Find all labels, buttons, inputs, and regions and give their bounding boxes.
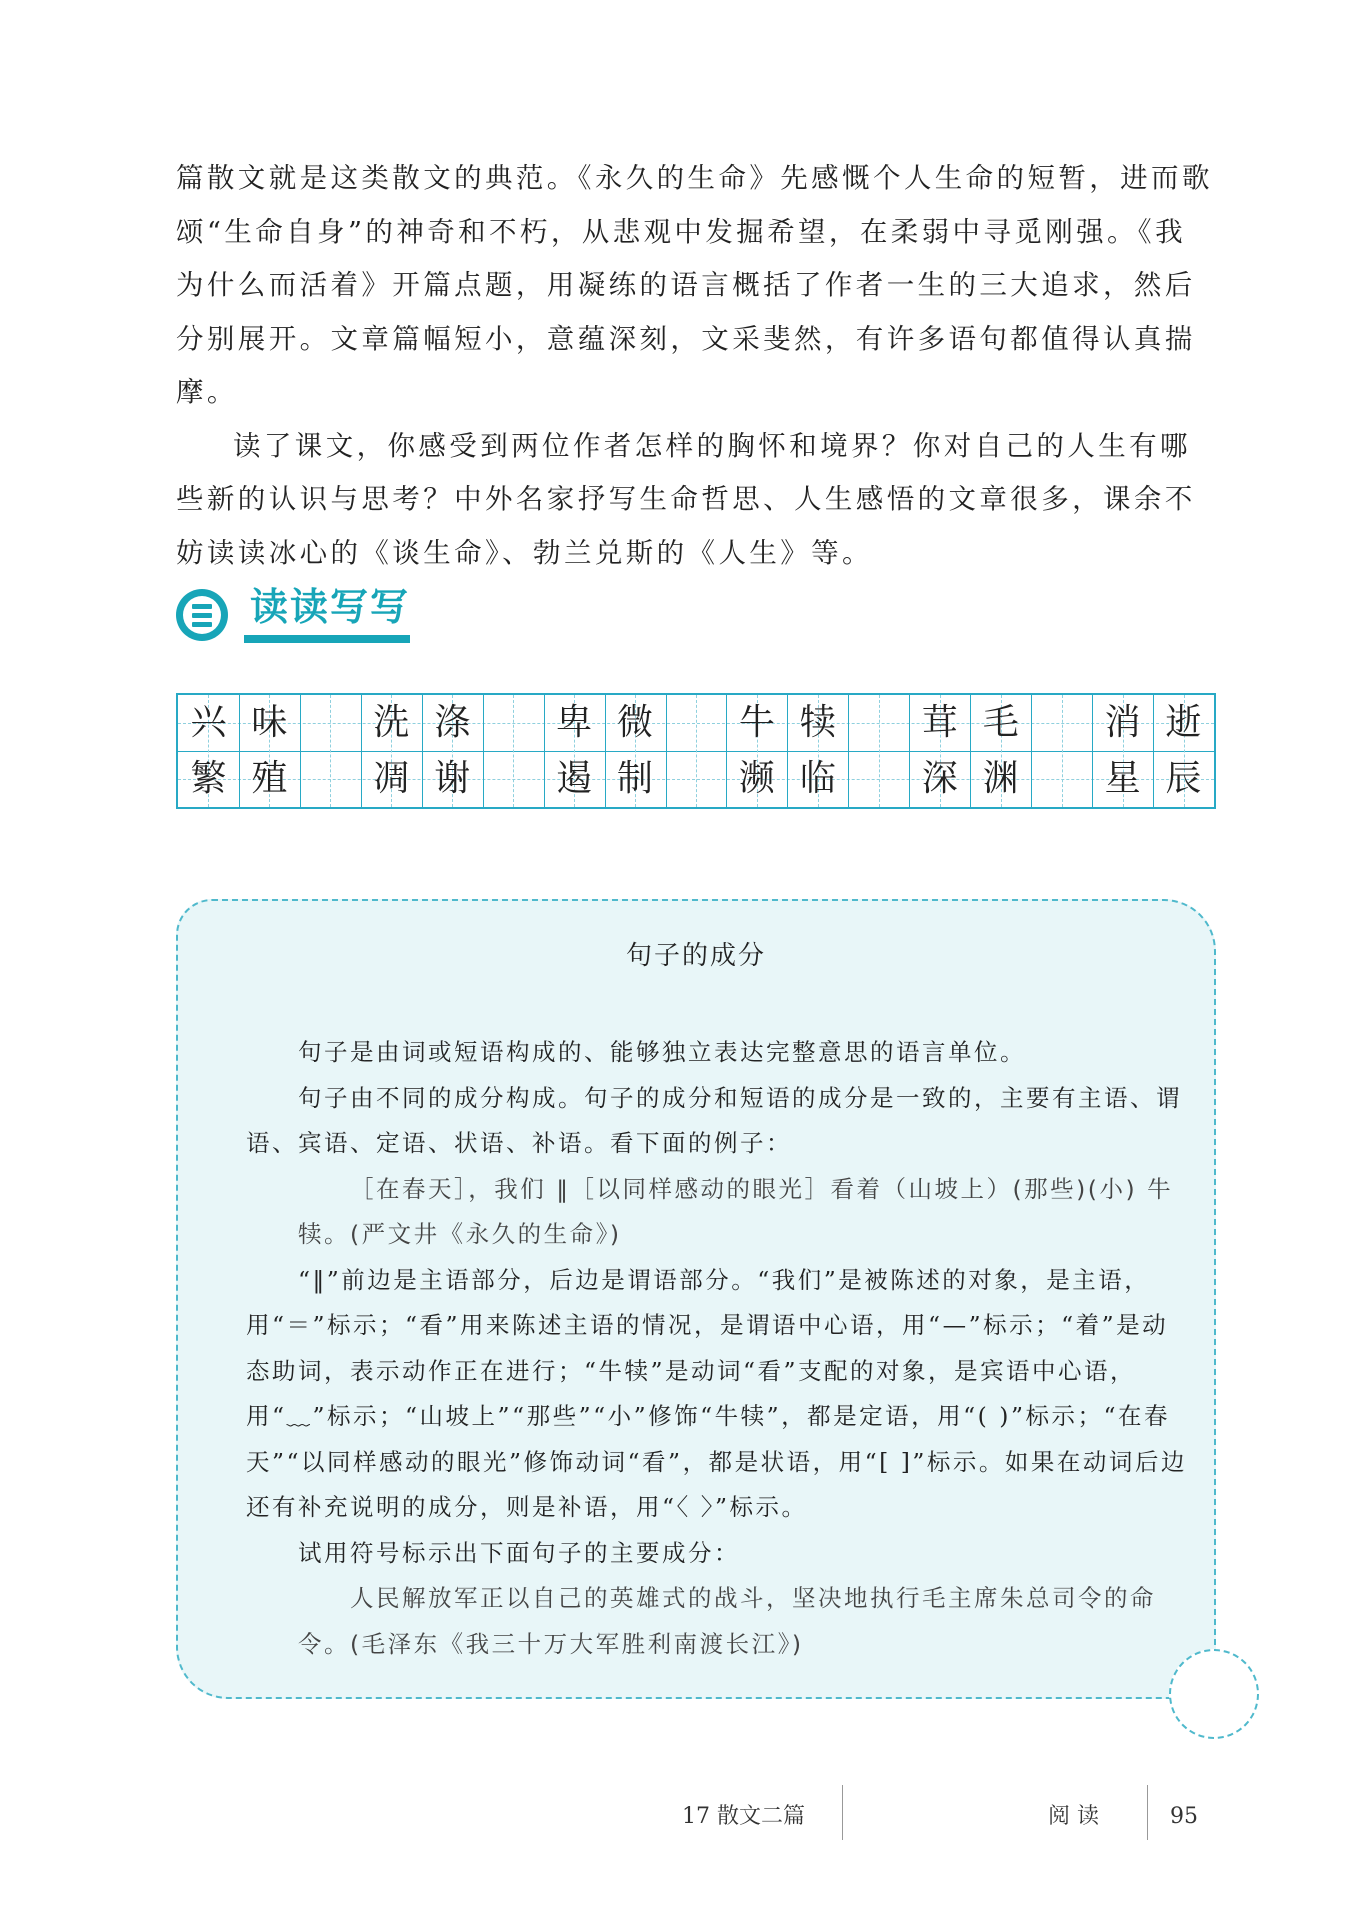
paragraph-2: 读了课文，你感受到两位作者怎样的胸怀和境界？你对自己的人生有哪些新的认识与思考？中外名家抒写生命哲思、人生感悟的文章很多，课余不妨读读冰心的《谈生命》、勃兰兑斯的《人生》等。 [176, 429, 1196, 569]
grid-guide-line [513, 695, 514, 807]
knowledge-para-4: 试用符号标示出下面句子的主要成分： [298, 1538, 740, 1567]
vocab-character: 辰 [1165, 758, 1202, 799]
paragraph-1: 篇散文就是这类散文的典范。《永久的生命》先感慨个人生命的短暂，进而歌颂“生命自身”的神奇和不朽，从悲观中发掘希望，在柔弱中寻觅刚强。《我为什么而活着》开篇点题，用凝练的语言概括了作者一生的三大追求，然后分别展开。文章篇幅短小，意蕴深刻，文采斐然，有许多语句都值得认真揣摩。 [176, 162, 1213, 408]
section-title-underline [244, 635, 410, 643]
knowledge-body [246, 1030, 1190, 1667]
vocab-character: 星 [1104, 758, 1141, 799]
grid-cell-border [666, 695, 667, 807]
vocab-character: 逝 [1165, 702, 1202, 743]
vocab-character: 殖 [251, 758, 288, 799]
grid-cell-border [1031, 695, 1032, 807]
grid-guide-line [879, 695, 880, 807]
example-sentence-1: ［在春天］，我们 ‖［以同样感动的眼光］看着（山坡上）(那些)(小) 牛犊。(严文井《永久的生命》) [298, 1174, 1174, 1248]
vocab-character: 微 [617, 702, 654, 743]
grid-guide-line [330, 695, 331, 807]
body-text [176, 152, 1216, 580]
footer-divider [842, 1785, 843, 1840]
vocab-character: 临 [799, 758, 836, 799]
knowledge-title: 句子的成分 [625, 941, 766, 971]
vocab-character: 茸 [921, 702, 958, 743]
knowledge-para-3: “‖”前边是主语部分，后边是谓语部分。“我们”是被陈述的对象，是主语，用“＝”标示；“看”用来陈述主语的情况，是谓语中心语，用“—”标示；“着”是动态助词，表示动作正在进行；“牛犊”是动词“看”支配的对象，是宾语中心语，用“﹏”标示；“山坡上”“那些”“小”修饰“牛犊”，都是定语，用“( )”标示；“在春天”“以同样感动的眼光”修饰动词“看”，都是状语，用“[ ]”标示。如果在动词后边还有补充说明的成分，则是补语，用“〈 〉”标示。 [246, 1265, 1187, 1521]
footer-section: 阅 读 [1048, 1804, 1099, 1829]
vocab-character: 卑 [556, 702, 593, 743]
three-lines-icon [176, 589, 228, 641]
vocab-character: 渊 [982, 758, 1019, 799]
example-sentence-2: 人民解放军正以自己的英雄式的战斗，坚决地执行毛主席朱总司令的命令。(毛泽东《我三十万大军胜利南渡长江》) [298, 1584, 1156, 1658]
vocab-character: 消 [1104, 702, 1141, 743]
vocab-character: 遏 [556, 758, 593, 799]
grid-cell-border [848, 695, 849, 807]
section-title: 读读写写 [250, 584, 411, 629]
vocab-character: 洗 [373, 702, 410, 743]
vocabulary-grid [176, 693, 1216, 809]
vocab-character: 濒 [738, 758, 775, 799]
section-header [176, 583, 436, 653]
vocab-character: 牛 [738, 702, 775, 743]
vocab-character: 制 [617, 758, 654, 799]
vocab-character: 犊 [799, 702, 836, 743]
grid-guide-line [696, 695, 697, 807]
grid-guide-line [1062, 695, 1063, 807]
grid-cell-border [300, 695, 301, 807]
vocab-character: 谢 [434, 758, 471, 799]
footer-divider [1147, 1785, 1148, 1840]
vocab-character: 凋 [373, 758, 410, 799]
vocab-character: 味 [251, 702, 288, 743]
knowledge-para-1: 句子是由词或短语构成的、能够独立表达完整意思的语言单位。 [298, 1038, 1026, 1066]
knowledge-para-2: 句子由不同的成分构成。句子的成分和短语的成分是一致的，主要有主语、谓语、宾语、定语、状语、补语。看下面的例子： [246, 1083, 1182, 1157]
vocab-character: 繁 [190, 758, 227, 799]
page-number: 95 [1170, 1804, 1198, 1829]
vocab-character: 涤 [434, 702, 471, 743]
footer-lesson: 17 散文二篇 [682, 1804, 805, 1829]
vocab-character: 兴 [190, 702, 227, 743]
vocab-character: 深 [921, 758, 958, 799]
vocab-character: 毛 [982, 702, 1019, 743]
grid-cell-border [483, 695, 484, 807]
